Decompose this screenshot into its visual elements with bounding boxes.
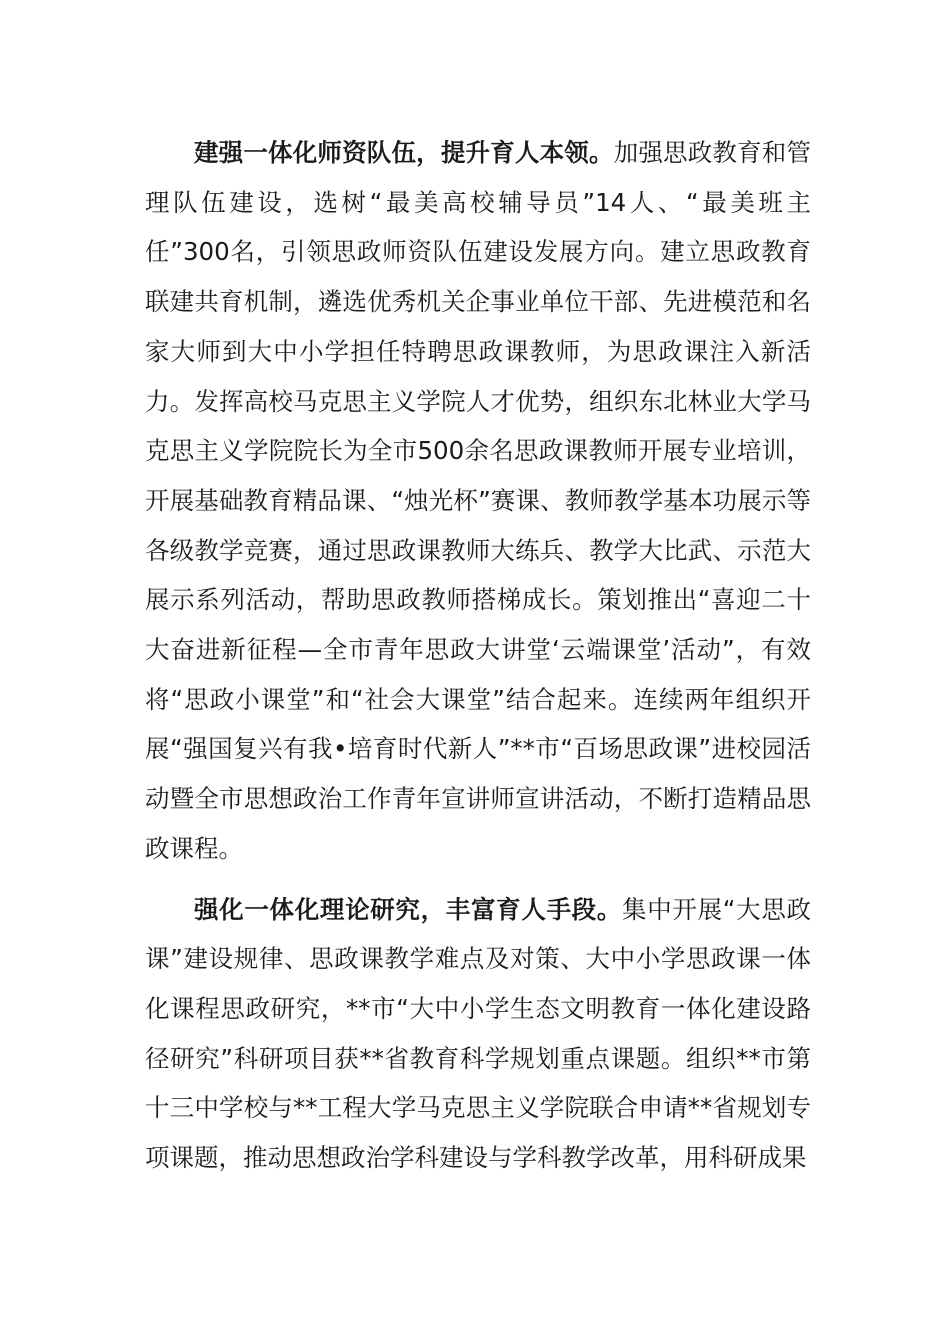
paragraph-body: 加强思政教育和管理队伍建设，选树“最美高校辅导员”14人、“最美班主任”300名，引领思政师资队伍建设发展方向。建立思政教育联建共育机制，遴选优秀机关企事业单位干部、先进模范和名家大师到大中小学担任特聘思政课教师，为思政课注入新活力。发挥高校马克思主义学院人才优势，组织东北林业大学马克思主义学院院长为全市500余名思政课教师开展专业培训，开展基础教育精品课、“烛光杯”赛课、教师教学基本功展示等各级教学竞赛，通过思政课教师大练兵、教学大比武、示范大展示系列活动，帮助思政教师搭梯成长。策划推出“喜迎二十大奋进新征程—全市青年思政大讲堂‘云端课堂’活动”，有效将“思政小课堂”和“社会大课堂”结合起来。连续两年组织开展“强国复兴有我•培育时代新人”**市“百场思政课”进校园活动暨全市思想政治工作青年宣讲师宣讲活动，不断打造精品思政课程。: [145, 138, 811, 863]
paragraph-theory-research: [145, 885, 811, 1183]
paragraph-lead: 建强一体化师资队伍，提升育人本领。: [194, 138, 614, 167]
paragraph-lead: 强化一体化理论研究，丰富育人手段。: [194, 894, 623, 924]
document-page: [145, 128, 811, 1183]
paragraph-body: 集中开展“大思政课”建设规律、思政课教学难点及对策、大中小学思政课一体化课程思政研究，**市“大中小学生态文明教育一体化建设路径研究”科研项目获**省教育科学规划重点课题。组织**市第十三中学校与**工程大学马克思主义学院联合申请**省规划专项课题，推动思想政治学科建设与学科教学改革，用科研成果: [145, 894, 811, 1173]
paragraph-teacher-team: [145, 128, 811, 874]
